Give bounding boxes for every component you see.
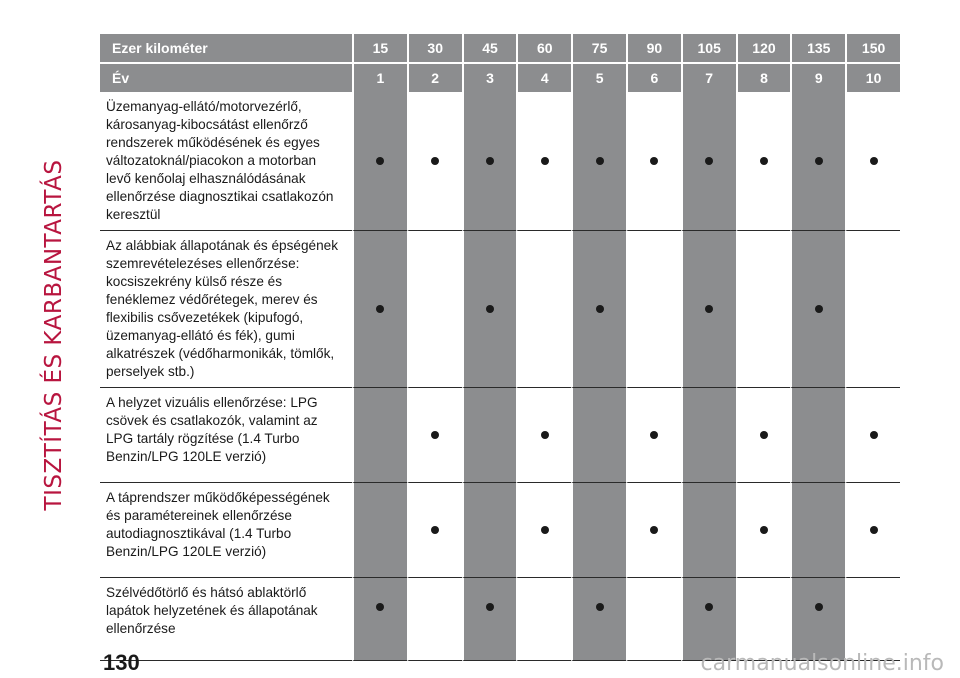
schedule-cell [790,578,845,661]
header-km-value: 135 [790,34,845,64]
schedule-cell [845,231,900,388]
check-dot-icon [541,431,549,439]
section-side-title: TISZTÍTÁS ÉS KARBANTARTÁS [41,159,67,511]
check-dot-icon [705,157,713,165]
row-label: Az alábbiak állapotának és épségének szemrevételezéses ellenőrzése: kocsiszekrény külső része és fenéklemez védőrétegek, merev és flexibilis csővezetékek (kipufogó, üzemanyag-ellátó és fék), gumi alkatrészek (védőharmonikák, tömlők, perselyek stb.) [100,231,352,388]
maintenance-schedule-table [100,34,900,661]
header-year-value: 10 [845,64,900,92]
row-label: A táprendszer működőképességének és paramétereinek ellenőrzése autodiagnosztikával (1.4 Turbo Benzin/LPG 120LE verzió) [100,483,352,578]
schedule-cell [845,92,900,231]
row-label: Szélvédőtörlő és hátsó ablaktörlő lapátok helyzetének és állapotának ellenőrzése [100,578,352,661]
schedule-cell [462,578,517,661]
schedule-cell [626,388,681,483]
schedule-cell [845,483,900,578]
check-dot-icon [705,603,713,611]
check-dot-icon [376,157,384,165]
header-year-value: 7 [681,64,736,92]
schedule-cell [626,578,681,661]
header-km-value: 15 [352,34,407,64]
schedule-cell [571,231,626,388]
check-dot-icon [486,305,494,313]
header-year-value: 3 [462,64,517,92]
check-dot-icon [541,157,549,165]
header-year-value: 5 [571,64,626,92]
check-dot-icon [650,157,658,165]
check-dot-icon [431,526,439,534]
schedule-cell [845,578,900,661]
header-year-value: 6 [626,64,681,92]
schedule-cell [681,231,736,388]
check-dot-icon [596,157,604,165]
schedule-cell [407,578,462,661]
check-dot-icon [815,603,823,611]
schedule-cell [571,483,626,578]
check-dot-icon [870,431,878,439]
check-dot-icon [431,157,439,165]
schedule-cell [407,92,462,231]
watermark: carmanualsonline.info [700,651,944,676]
schedule-cell [516,483,571,578]
table-row [100,578,900,661]
table-row [100,388,900,483]
schedule-cell [516,92,571,231]
schedule-cell [736,231,791,388]
schedule-cell [626,231,681,388]
header-km-value: 150 [845,34,900,64]
header-year-value: 9 [790,64,845,92]
schedule-cell [845,388,900,483]
header-year-label: Év [100,64,352,92]
schedule-cell [626,92,681,231]
schedule-cell [790,483,845,578]
check-dot-icon [760,431,768,439]
page-number: 130 [103,650,140,675]
schedule-cell [790,92,845,231]
schedule-cell [352,231,407,388]
header-km-label: Ezer kilométer [100,34,352,64]
check-dot-icon [541,526,549,534]
check-dot-icon [376,603,384,611]
header-year-value: 4 [516,64,571,92]
schedule-cell [681,483,736,578]
check-dot-icon [650,526,658,534]
header-km-value: 120 [736,34,791,64]
schedule-cell [681,388,736,483]
check-dot-icon [870,157,878,165]
header-year-value: 8 [736,64,791,92]
table-row [100,92,900,231]
schedule-cell [462,231,517,388]
schedule-cell [516,578,571,661]
header-row-year [100,64,900,92]
check-dot-icon [650,431,658,439]
schedule-cell [736,578,791,661]
schedule-cell [516,388,571,483]
header-km-value: 105 [681,34,736,64]
schedule-cell [407,388,462,483]
check-dot-icon [760,526,768,534]
check-dot-icon [705,305,713,313]
header-km-value: 75 [571,34,626,64]
schedule-cell [352,483,407,578]
schedule-cell [626,483,681,578]
schedule-cell [736,92,791,231]
row-label: Üzemanyag-ellátó/motorvezérlő, károsanyag-kibocsátást ellenőrző rendszerek működésének és egyes változatoknál/piacokon a motorban levő kenőolaj elhasználódásának ellenőrzése diagnosztikai csatlakozón keresztül [100,92,352,231]
table-row [100,231,900,388]
schedule-cell [736,483,791,578]
table-row [100,483,900,578]
schedule-cell [462,483,517,578]
schedule-cell [790,231,845,388]
header-km-value: 90 [626,34,681,64]
header-km-value: 30 [407,34,462,64]
schedule-cell [681,578,736,661]
check-dot-icon [815,305,823,313]
check-dot-icon [596,603,604,611]
check-dot-icon [431,431,439,439]
header-km-value: 45 [462,34,517,64]
schedule-cell [516,231,571,388]
schedule-cell [407,231,462,388]
schedule-cell [571,388,626,483]
schedule-cell [571,578,626,661]
schedule-cell [571,92,626,231]
schedule-cell [790,388,845,483]
check-dot-icon [376,305,384,313]
schedule-cell [462,388,517,483]
schedule-cell [462,92,517,231]
schedule-cell [352,388,407,483]
check-dot-icon [486,603,494,611]
check-dot-icon [760,157,768,165]
check-dot-icon [870,526,878,534]
check-dot-icon [486,157,494,165]
schedule-cell [681,92,736,231]
check-dot-icon [596,305,604,313]
schedule-cell [352,92,407,231]
schedule-cell [407,483,462,578]
schedule-cell [736,388,791,483]
schedule-cell [352,578,407,661]
row-label: A helyzet vizuális ellenőrzése: LPG csövek és csatlakozók, valamint az LPG tartály rögzítése (1.4 Turbo Benzin/LPG 120LE verzió) [100,388,352,483]
header-year-value: 2 [407,64,462,92]
check-dot-icon [815,157,823,165]
header-km-value: 60 [516,34,571,64]
header-year-value: 1 [352,64,407,92]
header-row-km [100,34,900,64]
